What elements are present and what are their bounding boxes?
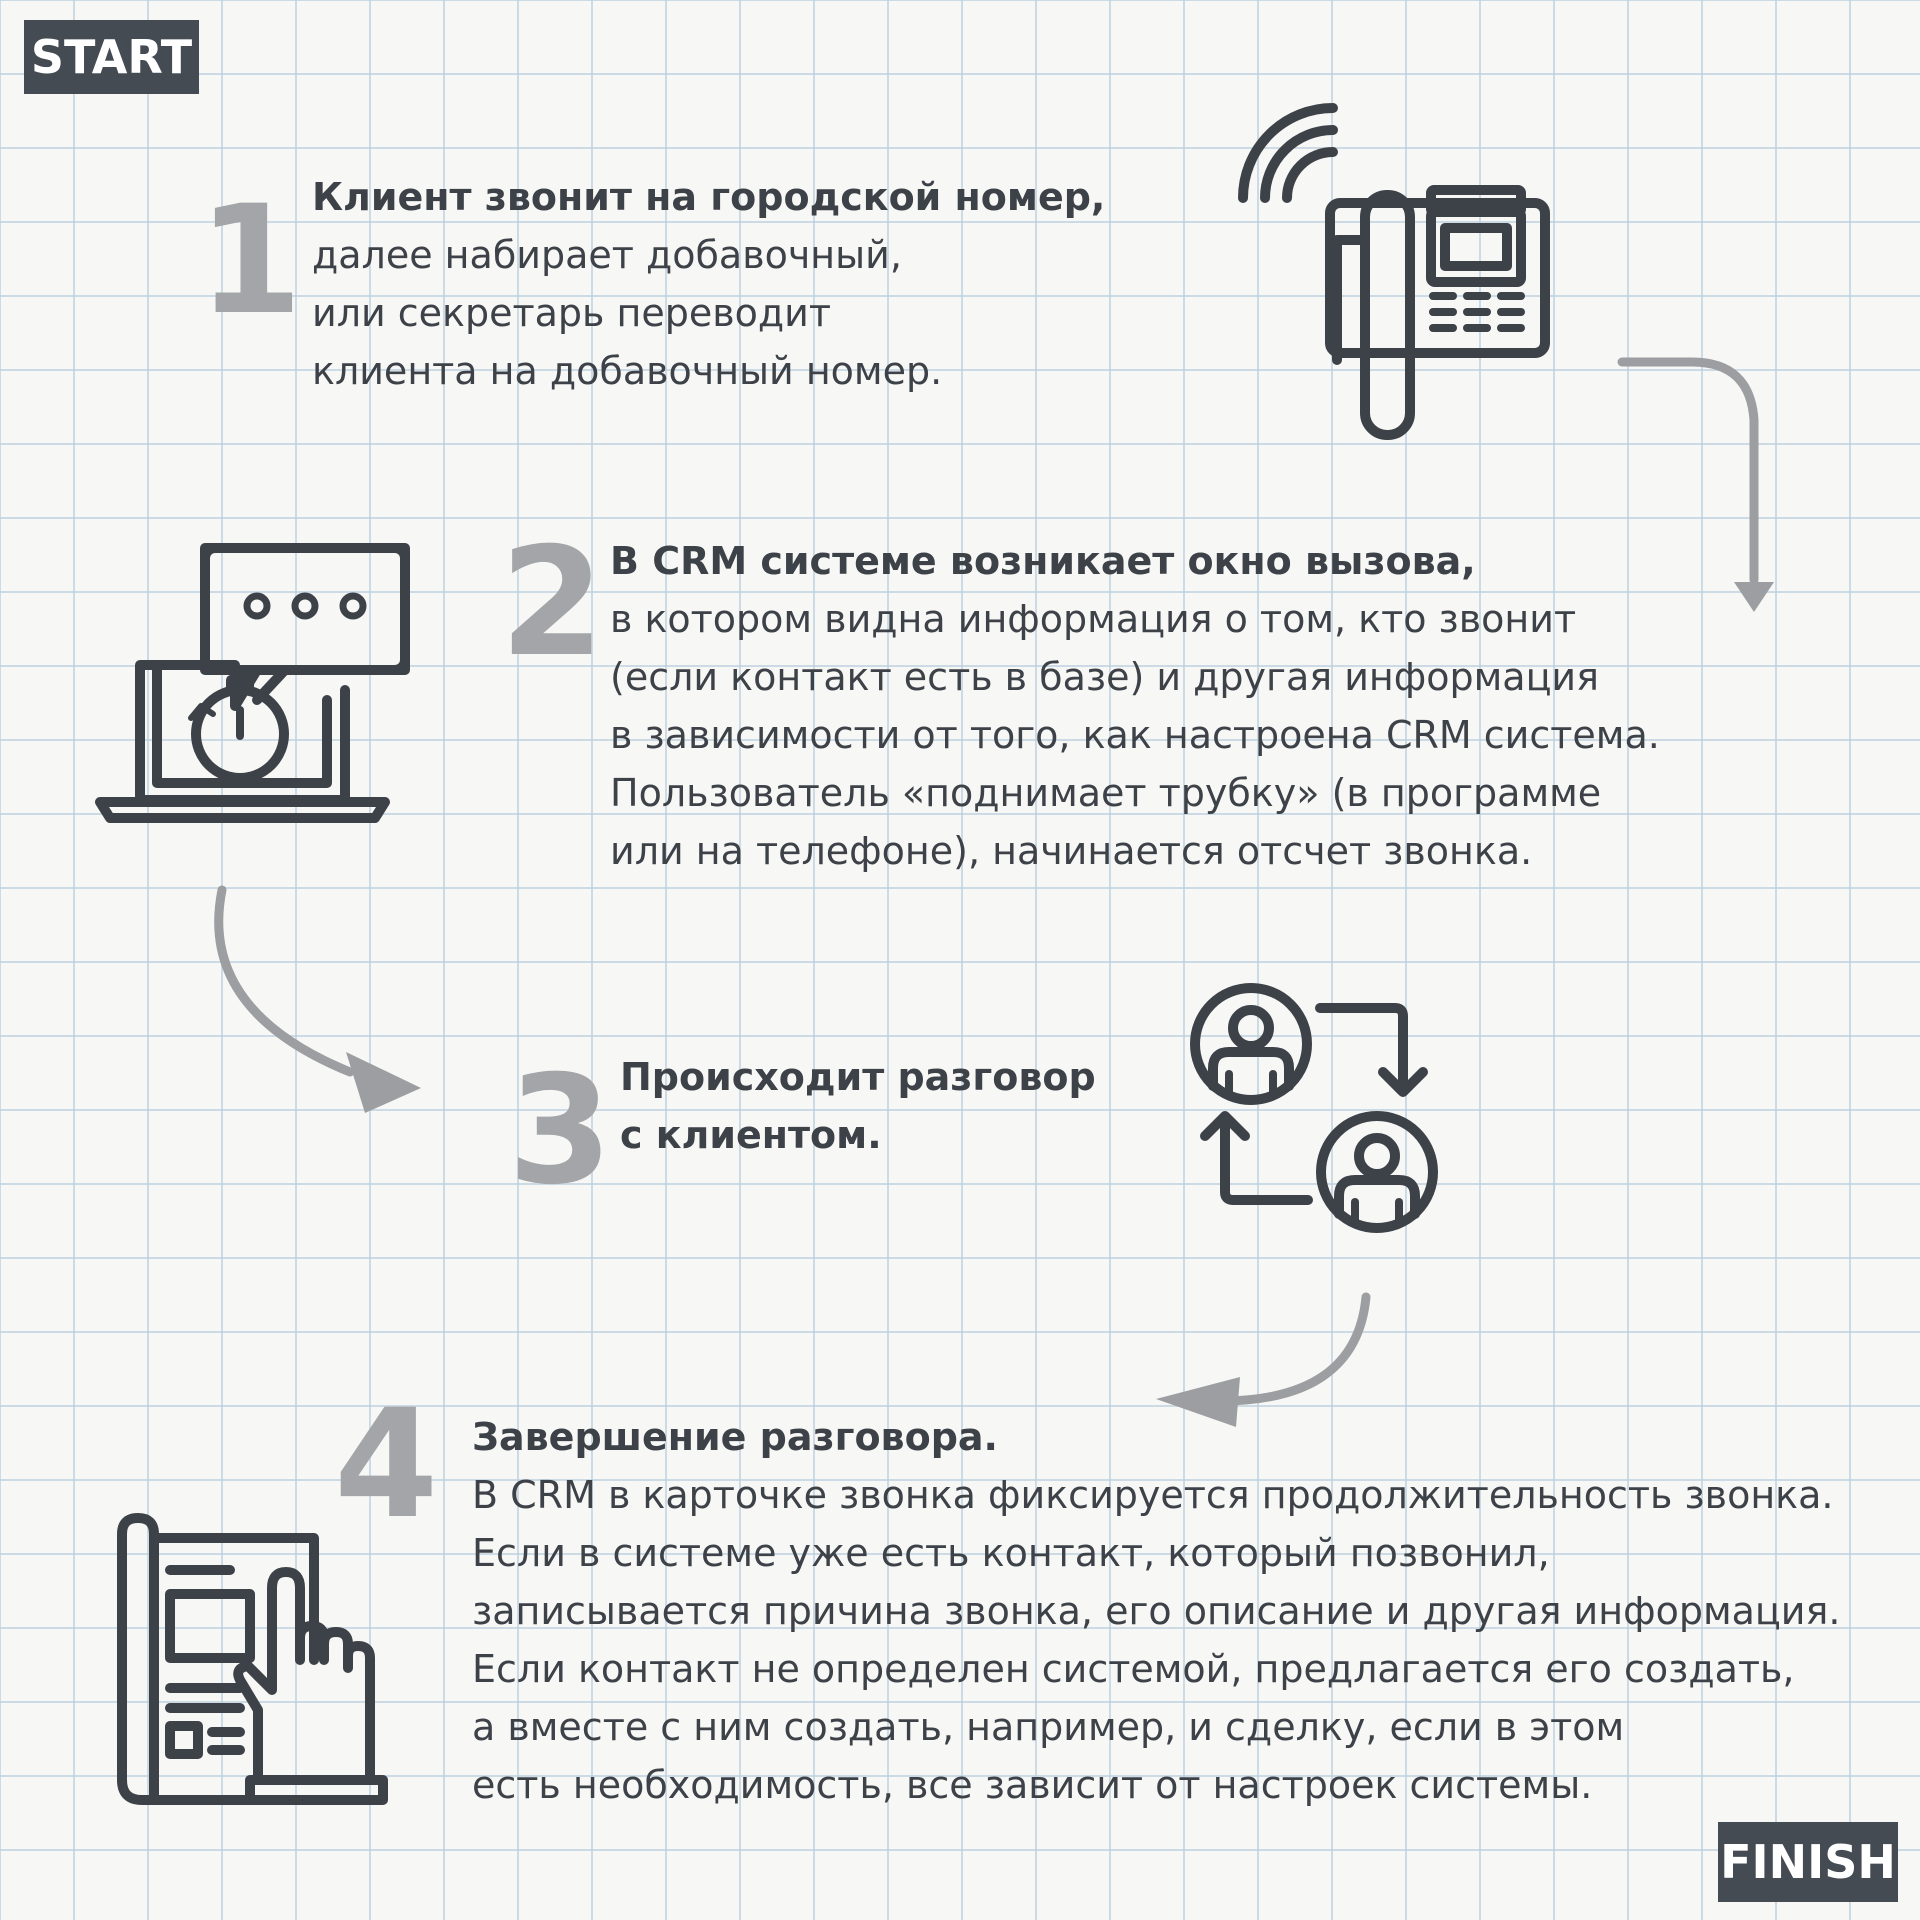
- step-2-line: (если контакт есть в базе) и другая информация: [610, 655, 1599, 699]
- arrow-2-to-3: [200, 880, 430, 1120]
- document-hand-icon: [100, 1510, 390, 1810]
- step-4-line: записывается причина звонка, его описание и другая информация.: [472, 1589, 1841, 1633]
- step-4-title: Завершение разговора.: [472, 1415, 998, 1459]
- step-1-line: клиента на добавочный номер.: [312, 349, 943, 393]
- start-badge: START: [24, 20, 199, 94]
- step-3-text: [620, 1048, 1096, 1164]
- step-3-number: 3: [508, 1044, 613, 1218]
- step-2-title: В CRM системе возникает окно вызова,: [610, 539, 1476, 583]
- step-3-title: Происходит разговор: [620, 1055, 1096, 1099]
- step-2-number: 2: [500, 516, 605, 690]
- step-4-line: Если в системе уже есть контакт, который позвонил,: [472, 1531, 1550, 1575]
- step-3-title-line2: с клиентом.: [620, 1113, 882, 1157]
- laptop-chat-stopwatch-icon: [95, 540, 395, 830]
- step-2-line: в зависимости от того, как настроена CRM система.: [610, 713, 1660, 757]
- step-1-number: 1: [198, 174, 303, 348]
- step-1-title: Клиент звонит на городской номер,: [312, 175, 1106, 219]
- step-4-line: а вместе с ним создать, например, и сделку, если в этом: [472, 1705, 1625, 1749]
- step-2-line: Пользователь «поднимает трубку» (в программе: [610, 771, 1602, 815]
- office-phone-icon: [1235, 100, 1565, 410]
- step-4-line: Если контакт не определен системой, предлагается его создать,: [472, 1647, 1795, 1691]
- finish-badge: FINISH: [1718, 1822, 1898, 1902]
- step-4-line: В CRM в карточке звонка фиксируется продолжительность звонка.: [472, 1473, 1834, 1517]
- arrow-1-to-2: [1600, 350, 1760, 620]
- step-4-number: 4: [334, 1378, 439, 1552]
- arrow-3-to-4: [1150, 1285, 1380, 1435]
- step-1-text: [312, 168, 1105, 400]
- step-1-line: далее набирает добавочный,: [312, 233, 902, 277]
- step-4-line: есть необходимость, все зависит от настроек системы.: [472, 1763, 1593, 1807]
- step-2-line: в котором видна информация о том, кто звонит: [610, 597, 1577, 641]
- step-1-line: или секретарь переводит: [312, 291, 831, 335]
- step-4-text: [472, 1408, 1840, 1814]
- step-2-line: или на телефоне), начинается отсчет звонка.: [610, 829, 1533, 873]
- step-2-text: [610, 532, 1660, 880]
- users-exchange-icon: [1185, 980, 1445, 1240]
